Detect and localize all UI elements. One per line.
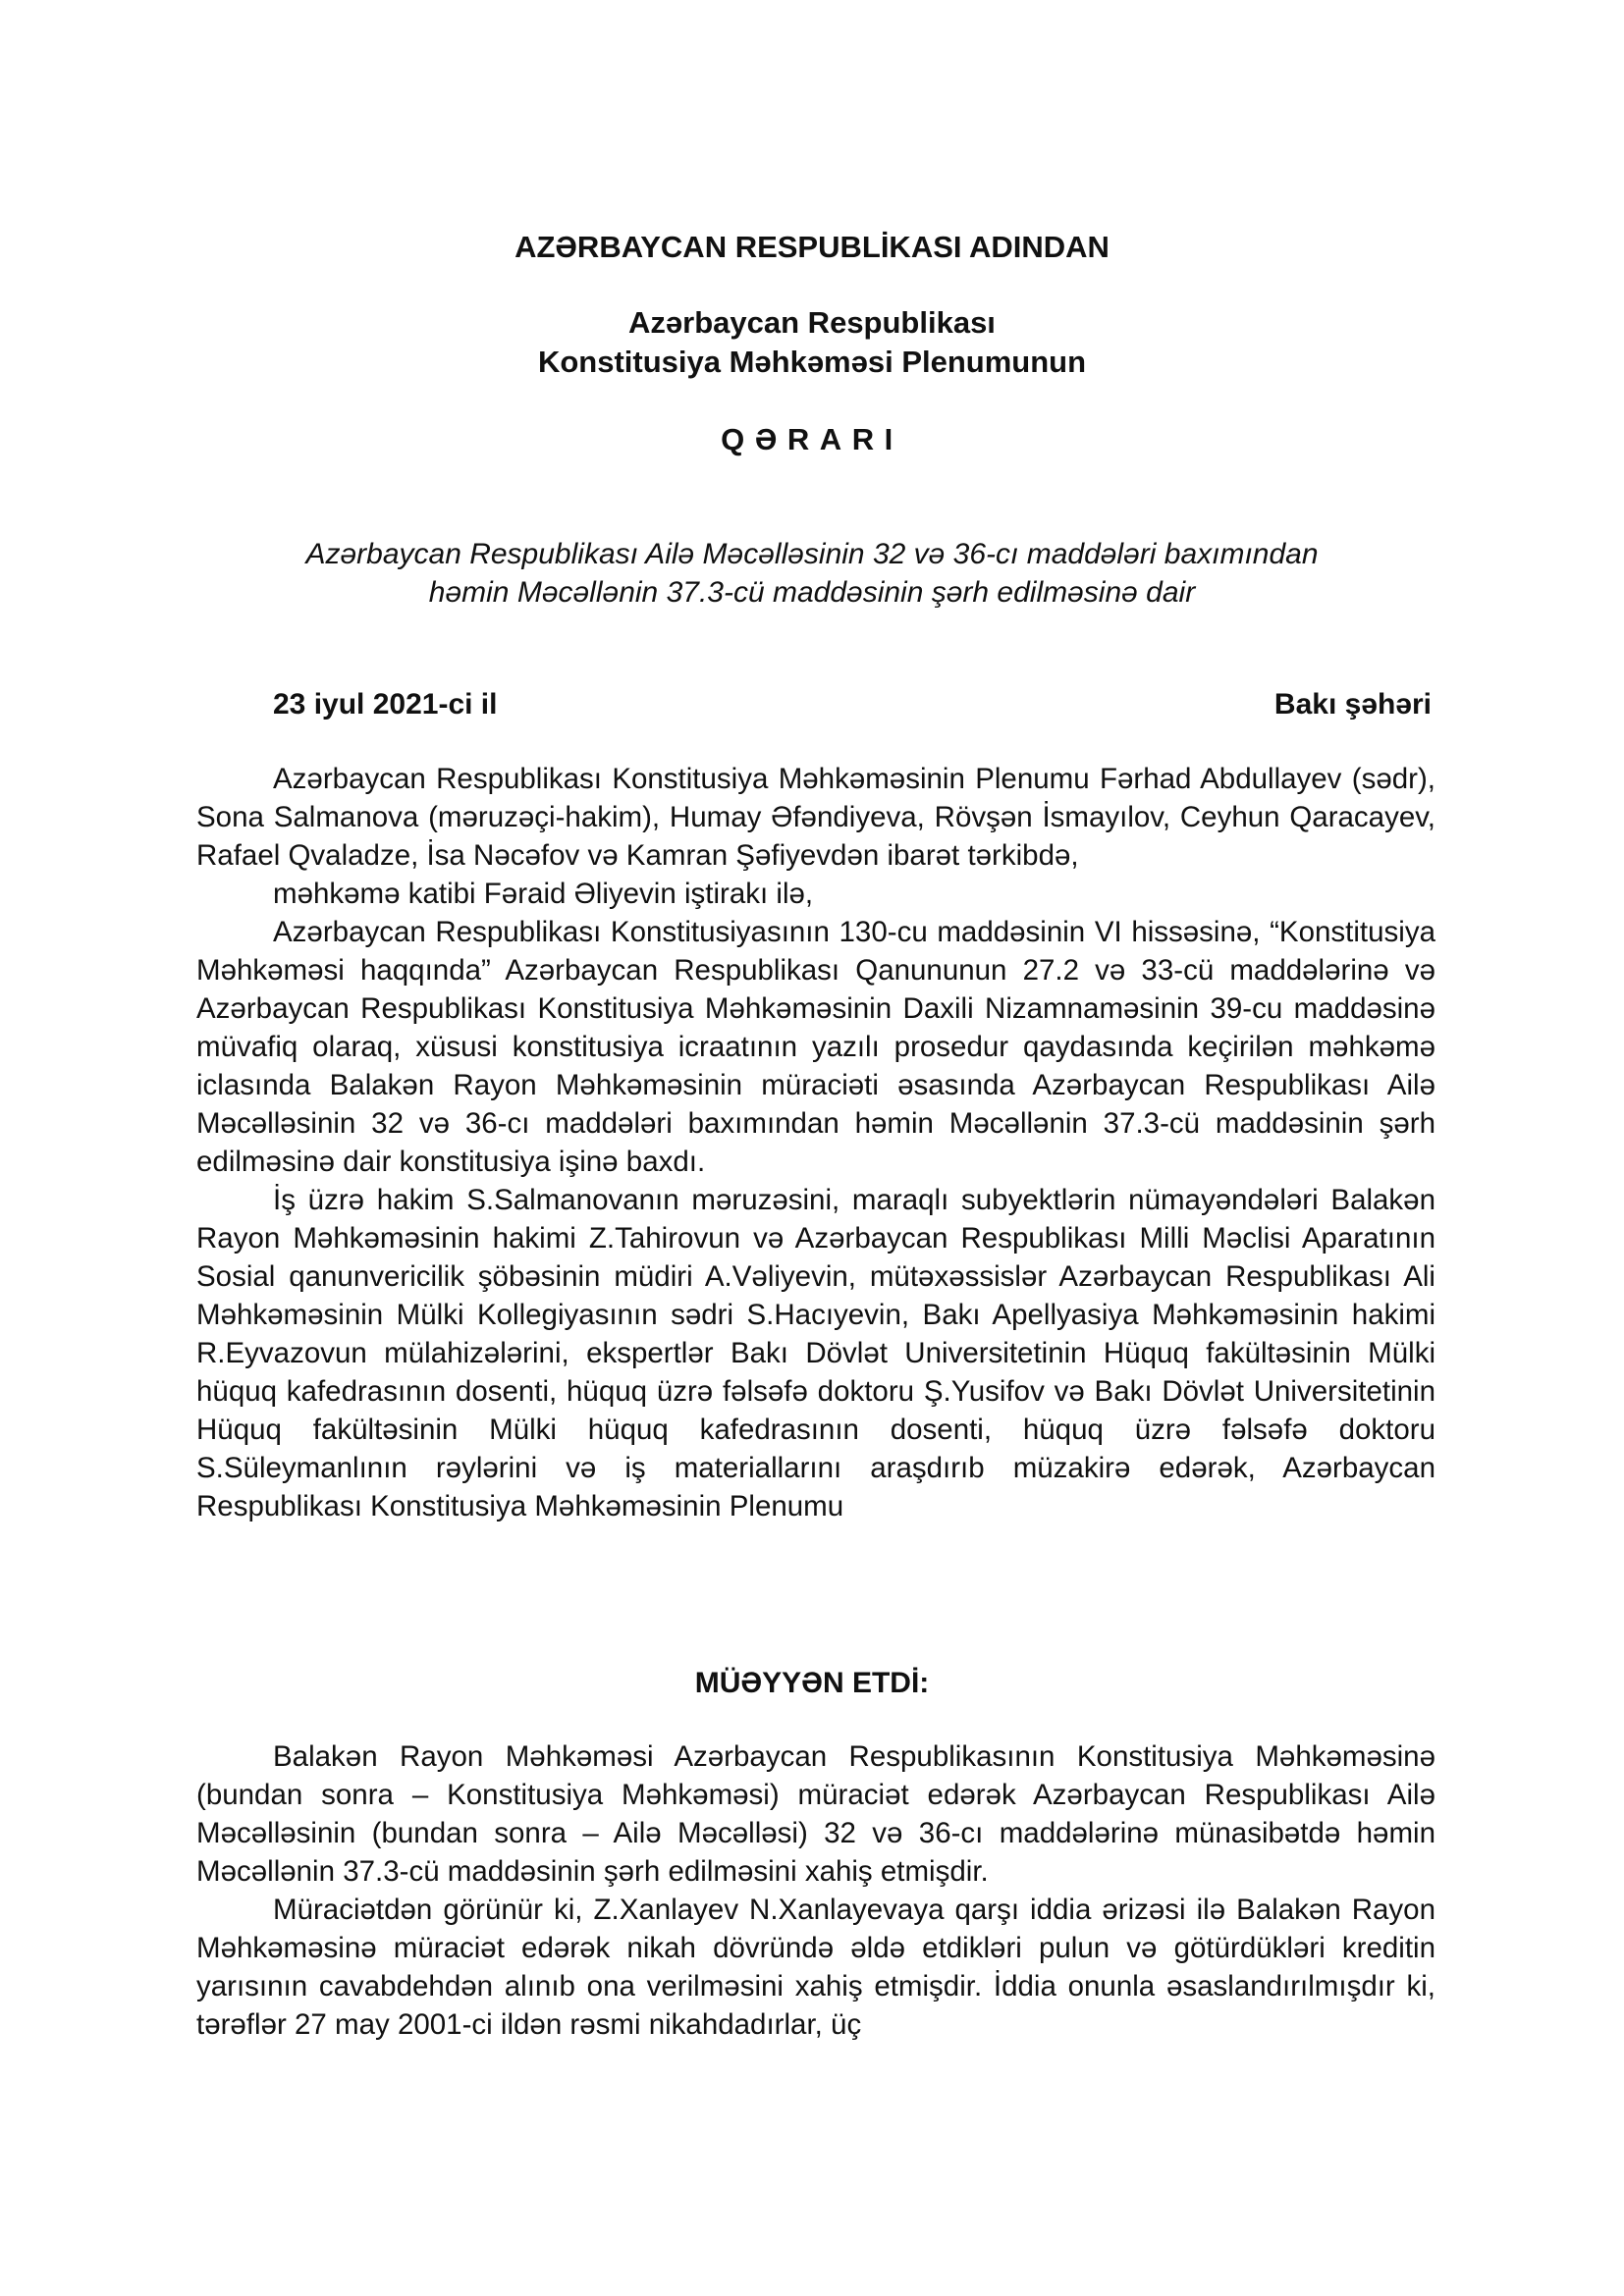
court-heading-line-2: Konstitusiya Məhkəməsi Plenumunun xyxy=(537,345,1087,379)
paragraph-composition: Azərbaycan Respublikası Konstitusiya Məhkəməsinin Plenumu Fərhad Abdullayev (sədr), Sona Salmanova (məruzəçi-hakim), Humay Əfəndiyeva, Rövşən İsmayılov, Ceyhun Qaracayev, Rafael Qvaladze, İsa Nəcəfov və Kamran Şəfiyevdən ibarət tərkibdə, xyxy=(196,763,1435,872)
paragraph-proceedings: İş üzrə hakim S.Salmanovanın məruzəsini, maraqlı subyektlərin nümayəndələri Balakən Rayon Məhkəməsinin hakimi Z.Tahirovun və Azərbaycan Respublikası Milli Məclisi Aparatının Sosial qanunvericilik şöbəsinin müdiri A.Vəliyevin, mütəxəssislər Azərbaycan Respublikası Ali Məhkəməsinin Mülki Kollegiyasının sədri S.Hacıyevin, Bakı Apellyasiya Məhkəməsinin hakimi R.Eyvazovun mülahizələrini, ekspertlər Bakı Dövlət Universitetinin Hüquq fakültəsinin Mülki hüquq kafedrasının dosenti, hüquq üzrə fəlsəfə doktoru Ş.Yusifov və Bakı Dövlət Universitetinin Hüquq fakültəsinin Mülki hüquq kafedrasının dosenti, hüquq üzrə fəlsəfə doktoru S.Süleymanlının rəylərini və iş materiallarını araşdırıb müzakirə edərək, Azərbaycan Respublikası Konstitusiya Məhkəməsinin Plenumu xyxy=(196,1184,1435,1522)
court-heading xyxy=(196,303,1428,382)
established-heading: MÜƏYYƏN ETDİ: xyxy=(694,1667,930,1699)
paragraph-case-facts: Müraciətdən görünür ki, Z.Xanlayev N.Xanlayevaya qarşı iddia ərizəsi ilə Balakən Rayon Məhkəməsinə müraciət edərək nikah dövründə əldə etdikləri pulun və götürdükləri kreditin yarısının cavabdehdən alınıb ona verilməsini xahiş etmişdir. İddia onunla əsaslandırılmışdır ki, tərəflər 27 may 2001-ci ildən rəsmi nikahdadırlar, üç xyxy=(196,1894,1435,2041)
decision-title: QƏRARI xyxy=(721,422,903,456)
country-heading: AZƏRBAYCAN RESPUBLİKASI ADINDAN xyxy=(514,230,1110,264)
paragraph-secretary: məhkəmə katibi Fəraid Əliyevin iştirakı ilə, xyxy=(273,878,814,910)
intro-section xyxy=(196,760,1435,1525)
decision-date: 23 iyul 2021-ci il xyxy=(273,688,498,721)
decision-place: Bakı şəhəri xyxy=(1273,688,1432,721)
court-heading-line-1: Azərbaycan Respublikası xyxy=(628,305,996,340)
established-section xyxy=(196,1737,1435,2044)
paragraph-appeal: Balakən Rayon Məhkəməsi Azərbaycan Respublikasının Konstitusiya Məhkəməsinə (bundan sonra – Konstitusiya Məhkəməsi) müraciət edərək Azərbaycan Respublikası Ailə Məcəllәsinin (bundan sonra – Ailə Məcəlləsi) 32 və 36-cı maddələrinə münasibətdə həmin Məcəllənin 37.3-cü maddəsinin şərh edilməsini xahiş etmişdir. xyxy=(196,1740,1435,1888)
subject-line-2: həmin Məcəllənin 37.3-cü maddəsinin şərh edilməsinə dair xyxy=(428,576,1196,609)
decision-subject xyxy=(196,535,1428,612)
subject-line-1: Azərbaycan Respublikası Ailə Məcəllәsinin 32 və 36-cı maddələri baxımından xyxy=(305,538,1319,570)
paragraph-legal-basis: Azərbaycan Respublikası Konstitusiyasının 130-cu maddəsinin VI hissəsinə, “Konstitusiya Məhkəməsi haqqında” Azərbaycan Respublikası Qanununun 27.2 və 33-cü maddələrinə və Azərbaycan Respublikası Konstitusiya Məhkəməsinin Daxili Nizamnaməsinin 39-cu maddəsinə müvafiq olaraq, xüsusi konstitusiya icraatının yazılı prosedur qaydasında keçirilən məhkəmə iclasında Balakən Rayon Məhkəməsinin müraciəti əsasında Azərbaycan Respublikası Ailə Məcəllәsinin 32 və 36-cı maddələri baxımından həmin Məcəllənin 37.3-cü maddəsinin şərh edilməsinə dair konstitusiya işinə baxdı. xyxy=(196,916,1435,1178)
